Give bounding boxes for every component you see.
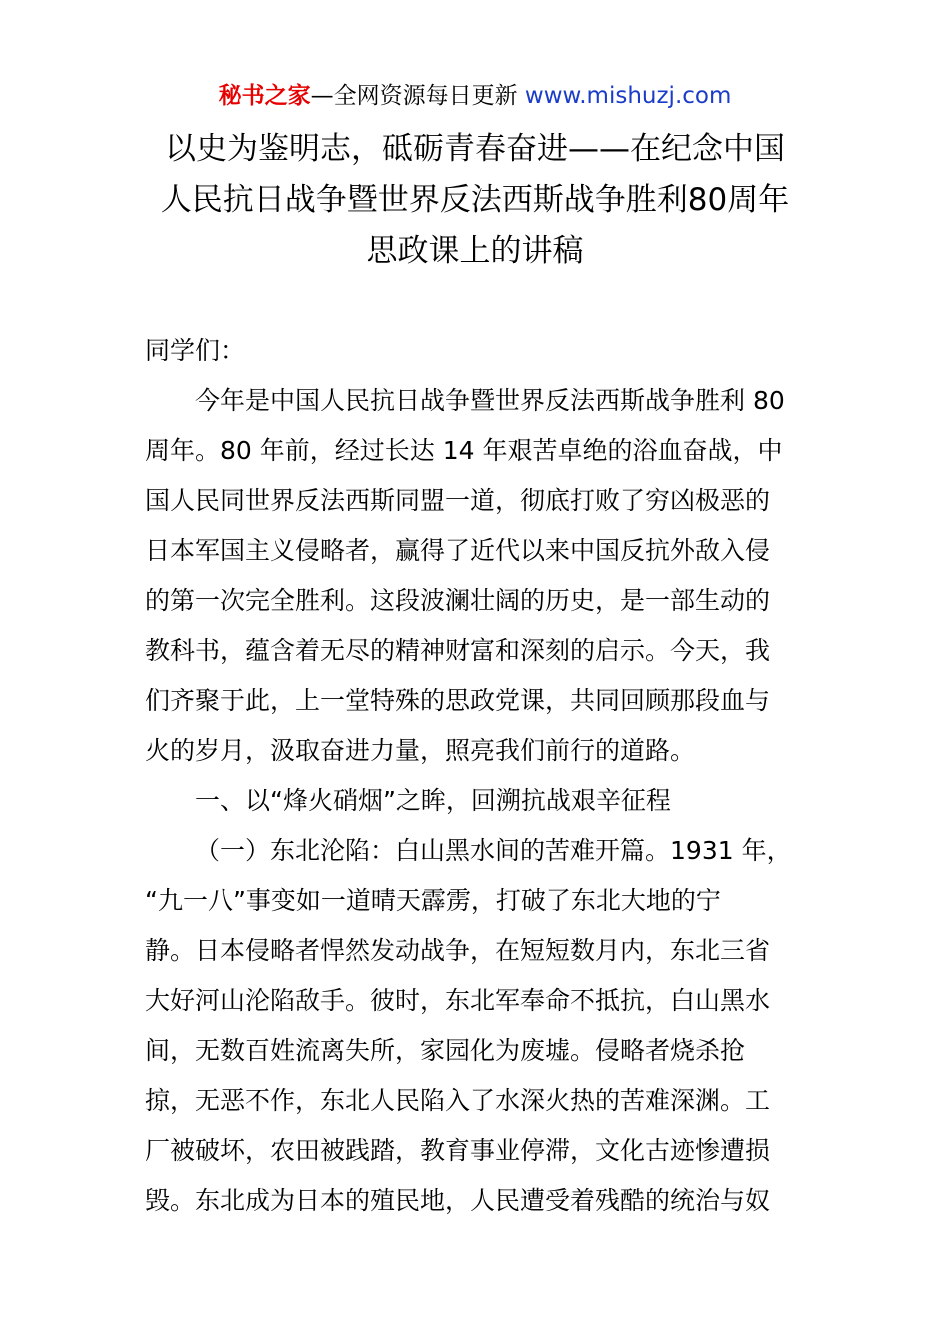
body-line: 的第一次完全胜利。这段波澜壮阔的历史，是一部生动的 (145, 586, 771, 615)
title-line: 以史为鉴明志，砥砺青春奋进——在纪念中国 (165, 131, 785, 167)
body-line: 毁。东北成为日本的殖民地，人民遭受着残酷的统治与奴 (145, 1186, 771, 1215)
body-line: 火的岁月，汲取奋进力量，照亮我们前行的道路。 (145, 736, 696, 765)
body-line: 大好河山沦陷敌手。彼时，东北军奉命不抵抗，白山黑水 (145, 986, 771, 1015)
document-title (140, 124, 810, 277)
salutation: 同学们： (145, 336, 246, 365)
site-brand: 秘书之家 (218, 83, 311, 109)
body-line: “九一八”事变如一道晴天霹雳，打破了东北大地的宁 (145, 886, 721, 915)
title-line: 人民抗日战争暨世界反法西斯战争胜利80周年 (160, 182, 790, 218)
section-heading: 一、以“烽火硝烟”之眸，回溯抗战艰辛征程 (195, 786, 671, 815)
body-line: 国人民同世界反法西斯同盟一道，彻底打败了穷凶极恶的 (145, 486, 771, 515)
body-line: 们齐聚于此，上一堂特殊的思政党课，共同回顾那段血与 (145, 686, 771, 715)
title-line: 思政课上的讲稿 (366, 233, 584, 269)
body-line: 间，无数百姓流离失所，家园化为废墟。侵略者烧杀抢 (145, 1036, 746, 1065)
body-line: 日本军国主义侵略者，赢得了近代以来中国反抗外敌入侵 (145, 536, 771, 565)
subsection-heading: （一）东北沦陷：白山黑水间的苦难开篇。1931 年， (195, 836, 792, 865)
site-header (0, 80, 950, 112)
site-tagline: —全网资源每日更新 (310, 83, 525, 109)
document-body (145, 326, 810, 1226)
body-line: 周年。80 年前，经过长达 14 年艰苦卓绝的浴血奋战，中 (145, 436, 783, 465)
body-line: 厂被破坏，农田被践踏，教育事业停滞，文化古迹惨遭损 (145, 1136, 771, 1165)
body-line: 今年是中国人民抗日战争暨世界反法西斯战争胜利 80 (195, 386, 785, 415)
site-url-link[interactable]: www.mishuzj.com (524, 83, 732, 109)
body-line: 教科书，蕴含着无尽的精神财富和深刻的启示。今天，我 (145, 636, 771, 665)
body-line: 掠，无恶不作，东北人民陷入了水深火热的苦难深渊。工 (145, 1086, 771, 1115)
body-line: 静。日本侵略者悍然发动战争，在短短数月内，东北三省 (145, 936, 771, 965)
